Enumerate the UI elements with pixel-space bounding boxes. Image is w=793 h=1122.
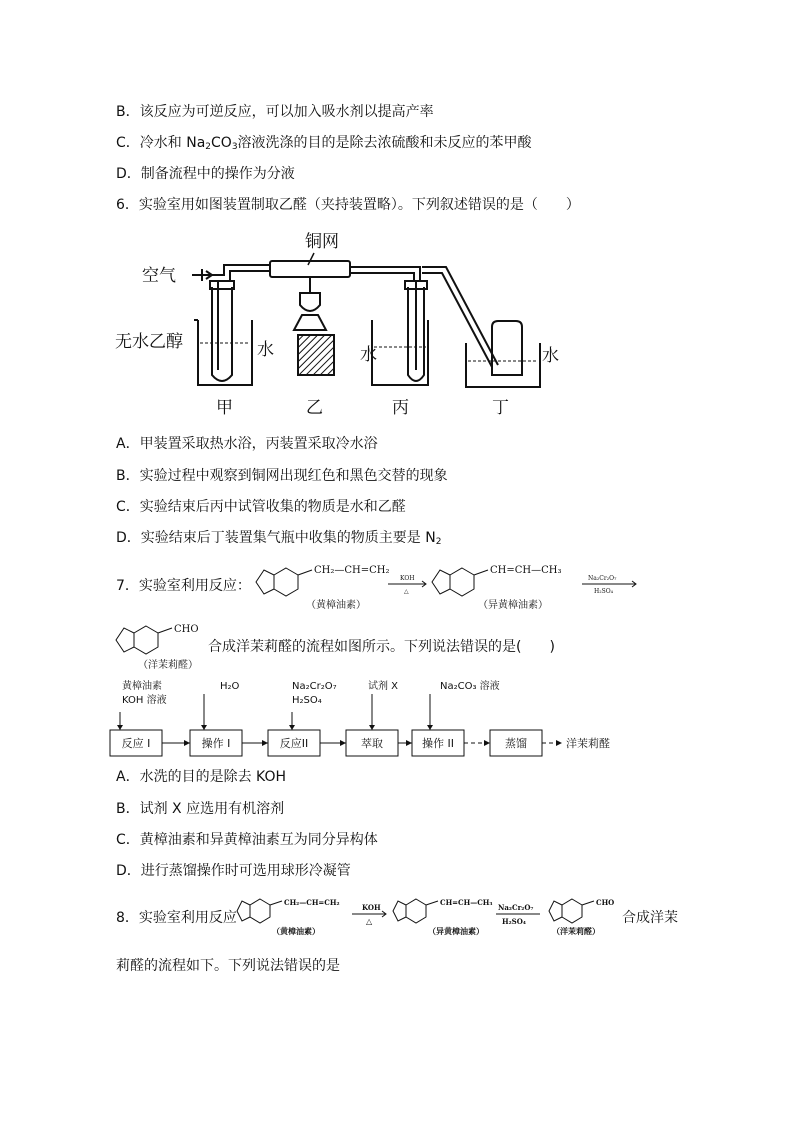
test-tube-jia <box>212 287 232 381</box>
flame <box>300 293 320 311</box>
benzene-ring-reactant <box>274 568 298 596</box>
q8-intermediate-name: （异黄樟油素） <box>428 926 484 936</box>
q6-stem: 6．实验室用如图装置制取乙醛（夹持装置略）。下列叙述错误的是（ ） <box>116 197 580 213</box>
reactant-chain: CH₂—CH=CH₂ <box>314 565 390 576</box>
intermediate-name: （异黄樟油素） <box>478 600 548 611</box>
label-water-bing: 水 <box>360 345 377 365</box>
lamp-neck <box>294 315 326 330</box>
water-trough-ding <box>466 343 540 387</box>
q6-option-d <box>116 529 441 551</box>
flow-box-1-label: 反应 I <box>121 737 151 750</box>
label-water-ding: 水 <box>542 346 559 366</box>
flow-box-5-label: 操作 II <box>422 737 454 750</box>
q5-option-c-part1: C．冷水和 Na <box>116 135 206 151</box>
flow-input-2: KOH 溶液 <box>122 695 167 706</box>
benzene-ring-intermediate <box>450 568 474 596</box>
flow-input-3: H₂O <box>220 681 240 692</box>
flow-input-6: 试剂 X <box>368 681 399 692</box>
q8-reaction-scheme <box>236 894 621 940</box>
flow-final-product: 洋茉莉醛 <box>566 737 610 750</box>
q8-product-name: （洋茉莉醛） <box>552 926 600 936</box>
arrow1-reagent: KOH <box>400 575 415 582</box>
arrow2-condition: H₂SO₄ <box>594 588 614 595</box>
benzene-ring-q8-intermediate <box>406 899 426 923</box>
q7-option-c: C．黄樟油素和异黄樟油素互为同分异构体 <box>116 832 378 848</box>
q6-option-d-text: D．实验结束后丁装置集气瓶中收集的物质主要是 N <box>116 530 436 546</box>
q5-option-c-sub1: 2 <box>205 142 212 152</box>
q8-stem-part2: 合成洋茉 <box>622 910 678 926</box>
q8-arrow1-condition: △ <box>366 917 373 926</box>
intermediate-chain: CH=CH—CH₃ <box>490 565 562 576</box>
q5-option-c <box>116 134 532 156</box>
stopper-jia <box>210 281 234 289</box>
q7-option-b: B．试剂 X 应选用有机溶剂 <box>116 801 285 817</box>
flow-box-3-label: 反应II <box>279 737 309 750</box>
flow-input-1: 黄樟油素 <box>122 681 162 692</box>
q7-option-d: D．进行蒸馏操作时可选用球形冷凝管 <box>116 863 351 879</box>
beaker-jia <box>198 320 252 385</box>
product-name: （洋茉莉醛） <box>138 660 198 671</box>
label-yi: 乙 <box>306 398 323 418</box>
copper-mesh-tube <box>270 261 350 277</box>
connecting-tube-3 <box>422 267 498 365</box>
label-water-jia: 水 <box>257 340 274 360</box>
q6-option-a: A．甲装置采取热水浴，丙装置采取冷水浴 <box>116 436 378 452</box>
q6-option-b: B．实验过程中观察到铜网出现红色和黑色交替的现象 <box>116 468 448 484</box>
q8-reactant-name: （黄樟油素） <box>272 926 320 936</box>
q7-flow-chart <box>110 678 630 762</box>
label-air: 空气 <box>142 266 176 286</box>
flow-input-7: Na₂CO₃ 溶液 <box>440 681 500 692</box>
q6-option-c: C．实验结束后丙中试管收集的物质是水和乙醛 <box>116 499 406 515</box>
q8-stem-part3: 莉醛的流程如下。下列说法错误的是 <box>116 958 340 974</box>
flow-input-5: H₂SO₄ <box>292 695 322 706</box>
flow-box-6-label: 蒸馏 <box>505 737 527 750</box>
q5-option-b: B．该反应为可逆反应，可以加入吸水剂以提高产率 <box>116 104 434 120</box>
q7-reaction-scheme <box>238 556 638 616</box>
label-copper-mesh: 铜网 <box>305 232 339 252</box>
reactant-name: （黄樟油素） <box>306 600 366 611</box>
benzene-ring-product <box>134 626 158 654</box>
arrow2-reagent: Na₂Cr₂O₇ <box>588 575 617 582</box>
q8-arrow2-reagent: Na₂Cr₂O₇ <box>498 903 534 912</box>
label-ding: 丁 <box>492 398 509 418</box>
benzene-ring-q8-reactant <box>250 899 270 923</box>
q7-option-a: A．水洗的目的是除去 KOH <box>116 769 286 785</box>
q5-option-c-part2: CO <box>211 135 232 151</box>
gas-collection-bottle <box>492 321 522 375</box>
q5-option-d: D．制备流程中的操作为分液 <box>116 166 295 182</box>
product-group: CHO <box>174 624 199 635</box>
q8-stem-part1: 8．实验室利用反应 <box>116 910 237 926</box>
q5-option-c-sub2: 3 <box>231 142 238 152</box>
flow-input-4: Na₂Cr₂O₇ <box>292 681 337 692</box>
q7-stem-part1: 7．实验室利用反应： <box>116 578 251 594</box>
label-bing: 丙 <box>392 398 409 418</box>
q8-intermediate-chain: CH=CH—CH₃ <box>440 898 493 907</box>
q6-apparatus-figure <box>115 225 570 420</box>
flow-box-2-label: 操作 I <box>201 737 231 750</box>
q8-arrow2-condition: H₂SO₄ <box>502 917 526 926</box>
q8-product-group: CHO <box>596 898 615 907</box>
q8-reactant-chain: CH₂—CH=CH₂ <box>284 898 340 907</box>
lamp-base <box>298 335 334 375</box>
flow-box-4-label: 萃取 <box>361 737 383 750</box>
q6-option-d-sub: 2 <box>435 537 442 547</box>
arrow1-condition: △ <box>404 588 409 595</box>
q5-option-c-part3: 溶液洗涤的目的是除去浓硫酸和未反应的苯甲酸 <box>237 135 532 151</box>
q7-stem-part2: 合成洋茉莉醛的流程如图所示。下列说法错误的是( ) <box>208 639 555 655</box>
q8-arrow1-reagent: KOH <box>362 903 381 912</box>
benzene-ring-q8-product <box>562 899 582 923</box>
label-jia: 甲 <box>216 398 233 418</box>
beaker-bing <box>372 320 428 385</box>
label-ethanol: 无水乙醇 <box>115 332 183 352</box>
q7-product-structure <box>110 620 210 672</box>
